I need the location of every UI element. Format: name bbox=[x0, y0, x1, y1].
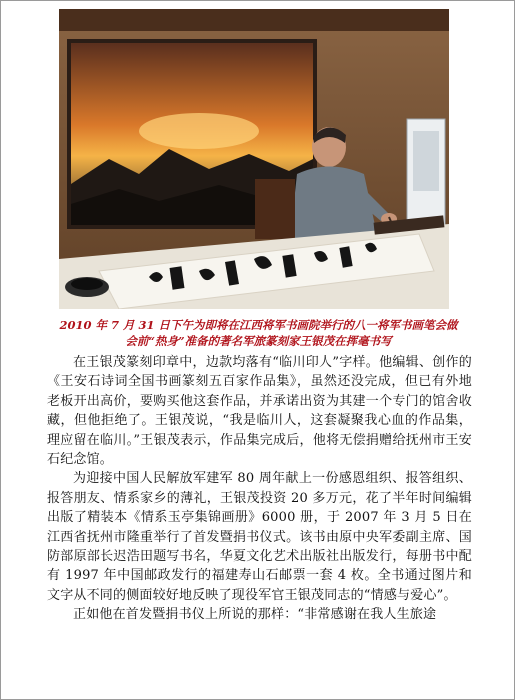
photo-illustration bbox=[59, 9, 449, 309]
photo-caption bbox=[21, 317, 496, 349]
caption-line-2: 会前“热身”准备的著名军旅篆刻家王银茂在挥毫书写 bbox=[125, 334, 392, 348]
paragraph-2: 为迎接中国人民解放军建军 80 周年献上一份感恩组织、报答组织、报答朋友、情系家乡的薄礼，王银茂投资 20 多万元，花了半年时间编辑出版了精装本《情系玉亭集锦画册》6000 册，于 2007 年 3 月 5 日在江西省抚州市隆重举行了首发暨捐书仪式。该书由原中央军委副主席、国防部原部长迟浩田题写书名，华夏文化艺术出版社出版发行，每册书中配有 1997 年中国邮政发行的福建寿山石邮票一套 4 枚。全书通过图片和文字从不同的侧面较好地反映了现役军官王银茂同志的“情感与爱心”。 bbox=[47, 471, 472, 603]
paragraph-1: 在王银茂篆刻印章中，边款均落有“临川印人”字样。他编辑、创作的《王安石诗词全国书画篆刻五百家作品集》，虽然还没完成，但已有外地老板开出高价，要购买他这套作品，并承诺出资为其建一个专门的馆舍收藏，但他拒绝了。王银茂说，“我是临川人，这套凝聚我心血的作品集，理应留在临川。”王银茂表示，作品集完成后，他将无偿捐赠给抚州市王安石纪念馆。 bbox=[47, 355, 472, 468]
calligraphy-photo bbox=[59, 9, 449, 309]
article-body bbox=[47, 353, 472, 625]
paragraph-3: 正如他在首发暨捐书仪上所说的那样：“非常感谢在我人生旅途 bbox=[73, 607, 437, 623]
caption-line-1: 2010 年 7 月 31 日下午为即将在江西将军书画院举行的八一将军书画笔会做 bbox=[59, 318, 458, 332]
